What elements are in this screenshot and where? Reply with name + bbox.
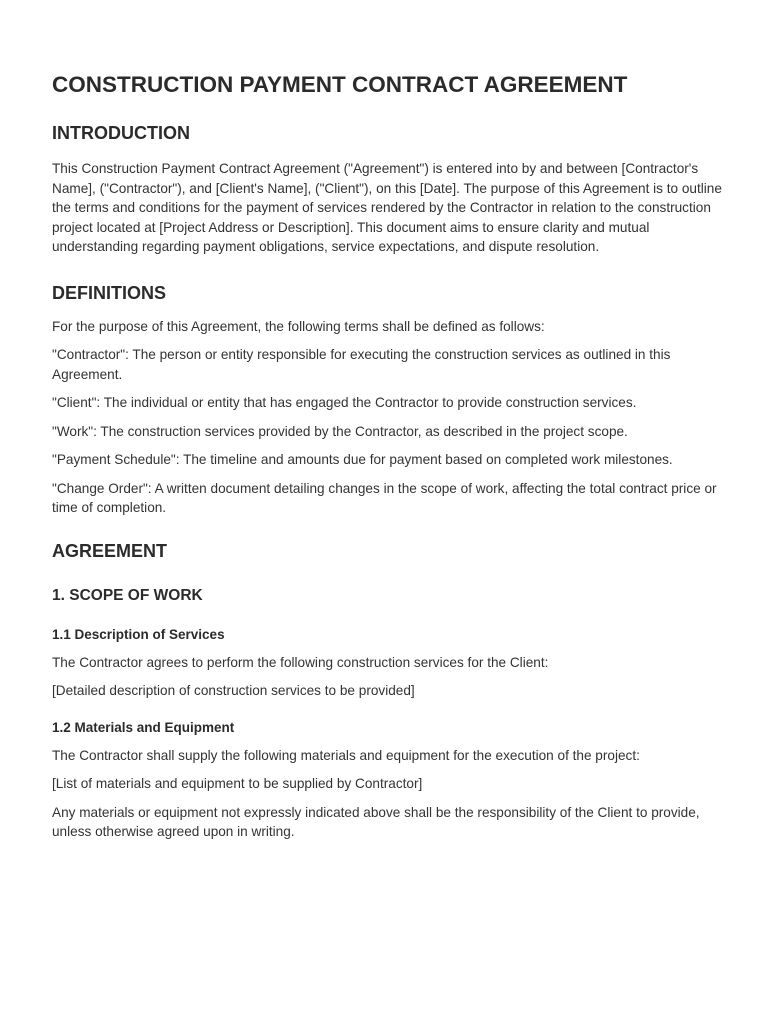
materials-paragraph: The Contractor shall supply the following materials and equipment for the execution of the project: bbox=[52, 747, 640, 763]
definitions-heading: DEFINITIONS bbox=[52, 282, 167, 303]
materials-and-equipment-heading: 1.2 Materials and Equipment bbox=[52, 719, 235, 735]
introduction-section bbox=[52, 121, 730, 257]
document-title: CONSTRUCTION PAYMENT CONTRACT AGREEMENT bbox=[52, 72, 628, 97]
agreement-heading: AGREEMENT bbox=[52, 540, 168, 561]
description-placeholder: [Detailed description of construction services to be provided] bbox=[52, 683, 415, 698]
definition-item: "Payment Schedule": The timeline and amounts due for payment based on completed work milestones. bbox=[52, 452, 673, 467]
definition-item: "Contractor": The person or entity responsible for executing the construction services as outlined in this Agreement. bbox=[52, 347, 671, 382]
materials-placeholder: [List of materials and equipment to be supplied by Contractor] bbox=[52, 776, 423, 791]
materials-responsibility-paragraph: Any materials or equipment not expressly indicated above shall be the responsibility of the Client to provide, unless otherwise agreed upon in writing. bbox=[52, 804, 700, 839]
description-of-services-heading: 1.1 Description of Services bbox=[52, 626, 225, 642]
description-of-services-paragraph: The Contractor agrees to perform the following construction services for the Client: bbox=[52, 654, 549, 670]
definition-item: "Client": The individual or entity that has engaged the Contractor to provide construction services. bbox=[52, 395, 637, 410]
definitions-section bbox=[52, 281, 730, 518]
definition-item: "Work": The construction services provided by the Contractor, as described in the project scope. bbox=[52, 423, 628, 439]
introduction-paragraph: This Construction Payment Contract Agreement ("Agreement") is entered into by and between [Contractor's Name], ("Contractor"), and [Client's Name], ("Client"), on this [Date]. The purpose of this Agreement is to outline the terms and conditions for the payment of services rendered by the Contractor in relation to the construction project located at [Project Address or Description]. This document aims to ensure clarity and mutual understanding regarding payment obligations, service expectations, and dispute resolution. bbox=[52, 161, 722, 254]
definitions-lead: For the purpose of this Agreement, the following terms shall be defined as follows: bbox=[52, 318, 545, 334]
introduction-heading: INTRODUCTION bbox=[52, 123, 190, 143]
agreement-section bbox=[52, 539, 730, 842]
definition-item: "Change Order": A written document detailing changes in the scope of work, affecting the total contract price or time of completion. bbox=[52, 480, 717, 515]
scope-of-work-heading: 1. SCOPE OF WORK bbox=[52, 586, 203, 604]
